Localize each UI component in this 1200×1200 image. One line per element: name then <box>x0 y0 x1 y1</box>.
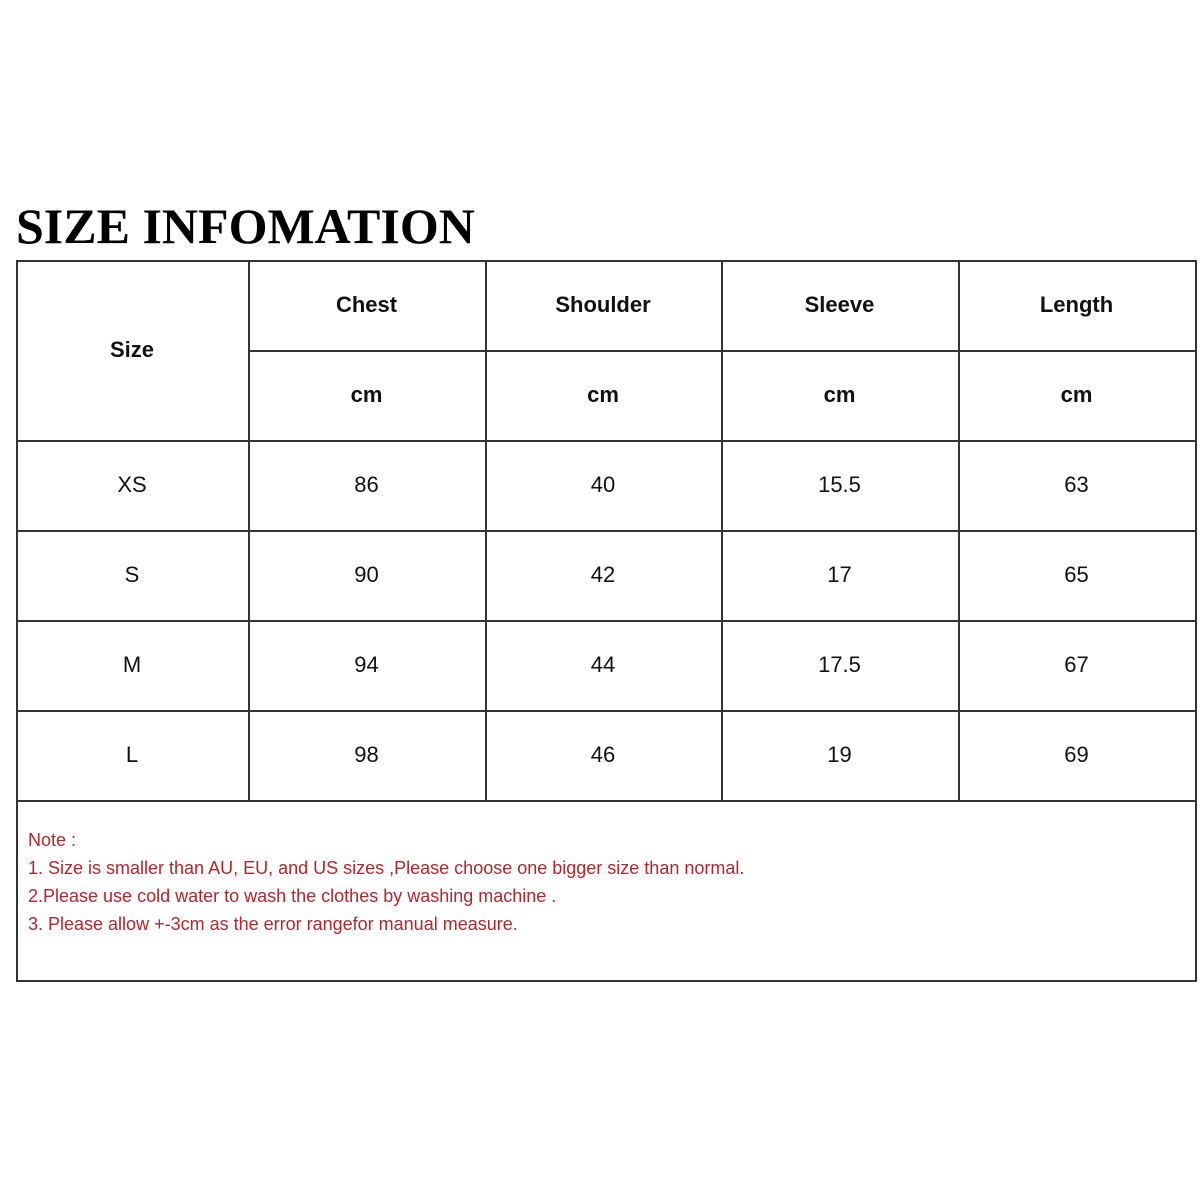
note-label: Note : <box>28 830 77 850</box>
unit-header: cm <box>1060 382 1093 407</box>
measurement-cell: 69 <box>1064 742 1089 767</box>
note-line-3: 3. Please allow +-3cm as the error rangefor manual measure. <box>28 914 518 934</box>
measurement-cell: 19 <box>827 742 852 767</box>
measurement-cell: 40 <box>590 472 616 497</box>
row-divider <box>16 800 1197 802</box>
measurement-cell: 17.5 <box>818 652 861 677</box>
size-label: L <box>125 742 139 767</box>
measurement-cell: 15.5 <box>818 472 861 497</box>
unit-header: cm <box>587 382 619 407</box>
measurement-cell: 86 <box>354 472 379 497</box>
table-border-bottom <box>16 980 1197 982</box>
measurement-cell: 17 <box>827 562 852 587</box>
measurement-cell: 46 <box>590 742 616 767</box>
measurement-cell: 44 <box>590 652 616 677</box>
column-header: Sleeve <box>804 292 875 317</box>
note-line-2: 2.Please use cold water to wash the clothes by washing machine . <box>28 886 557 906</box>
measurement-cell: 90 <box>354 562 379 587</box>
table-border-right <box>1195 260 1197 980</box>
unit-header: cm <box>823 382 856 407</box>
measurement-cell: 42 <box>590 562 616 587</box>
measurement-cell: 94 <box>354 652 379 677</box>
column-header: Chest <box>335 292 398 317</box>
measurement-cell: 63 <box>1064 472 1089 497</box>
size-header: Size <box>109 337 155 362</box>
size-label: M <box>122 652 142 677</box>
page-title: SIZE INFOMATION <box>16 198 475 254</box>
note-line-1: 1. Size is smaller than AU, EU, and US sizes ,Please choose one bigger size than normal. <box>28 858 745 878</box>
measurement-cell: 67 <box>1064 652 1089 677</box>
measurement-cell: 98 <box>354 742 379 767</box>
size-label: S <box>124 562 140 587</box>
column-header: Shoulder <box>555 292 651 317</box>
measurement-cell: 65 <box>1064 562 1089 587</box>
unit-header: cm <box>350 382 383 407</box>
column-header: Length <box>1039 292 1114 317</box>
note-block <box>28 826 744 938</box>
size-label: XS <box>117 472 147 497</box>
